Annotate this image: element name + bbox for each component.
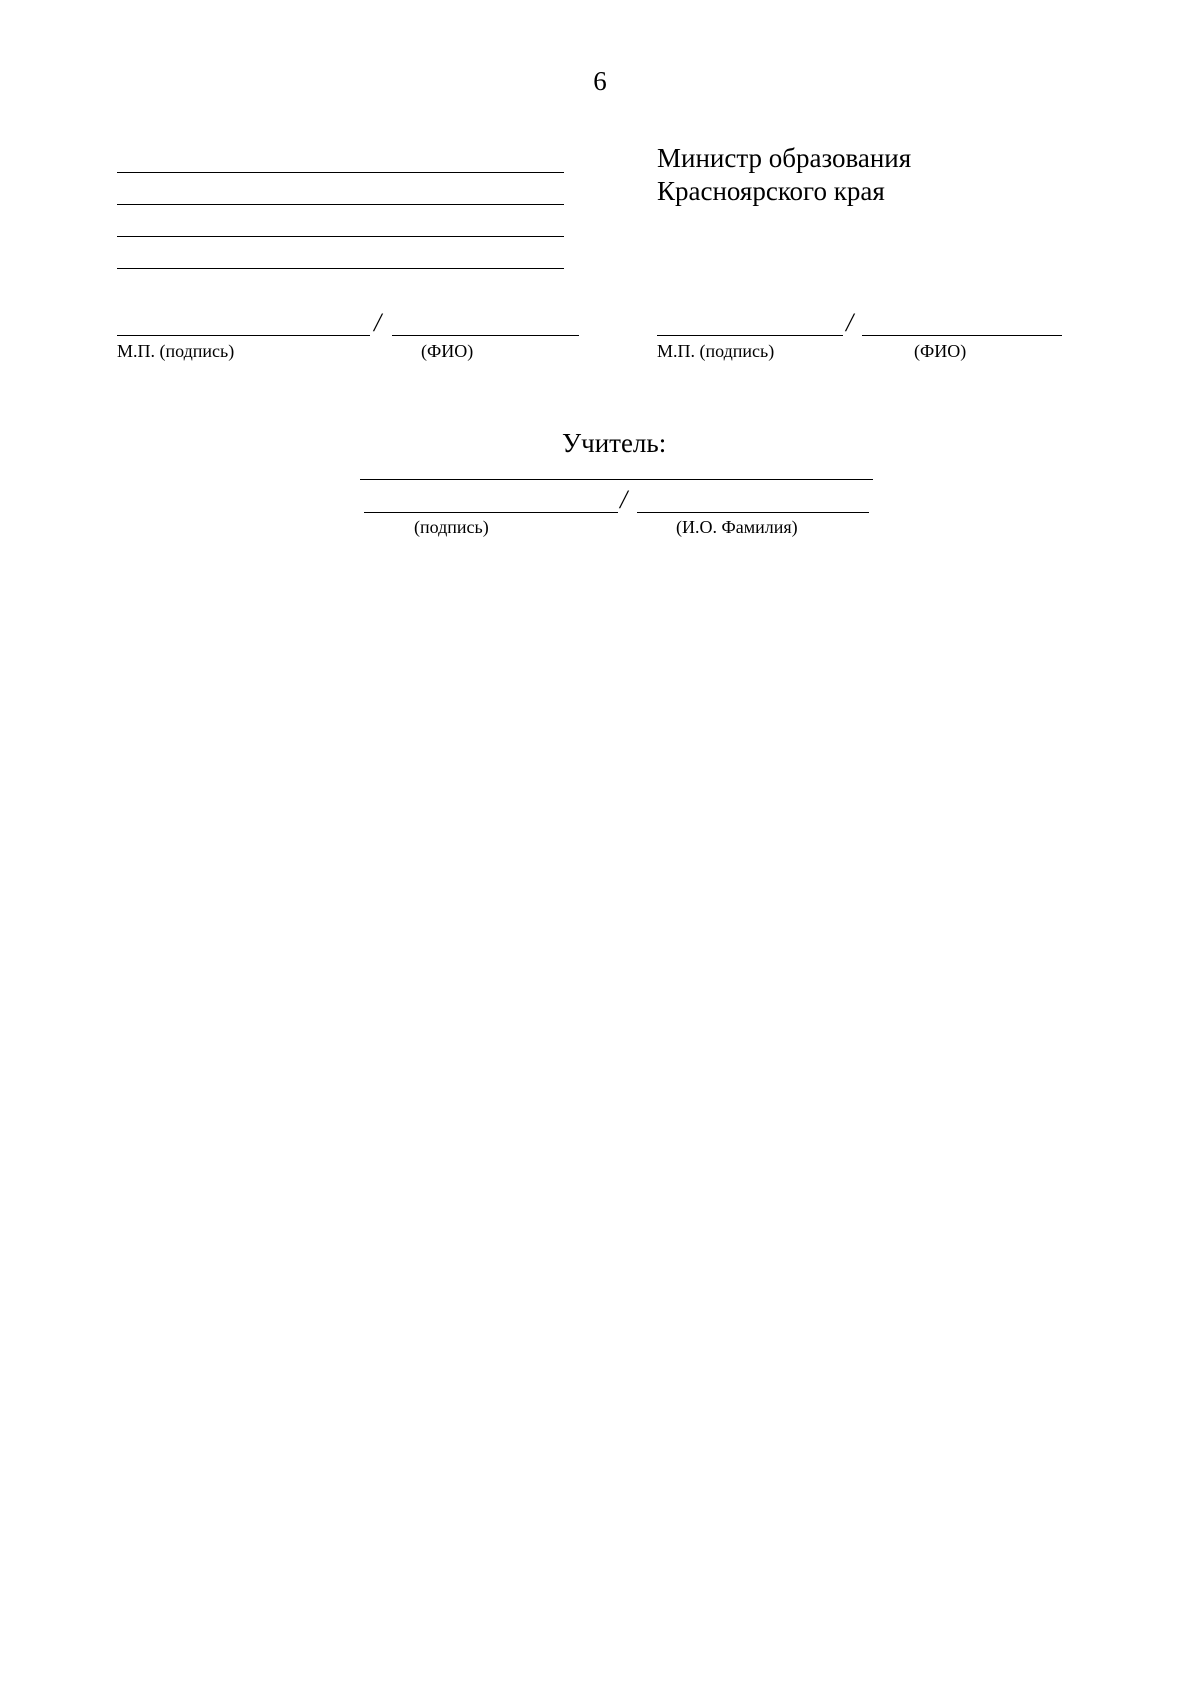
page-number: 6 (593, 66, 607, 96)
teacher-signature-line[interactable] (364, 512, 618, 513)
right-separator: / (846, 308, 854, 337)
left-name-caption: (ФИО) (421, 341, 474, 361)
left-sign-caption: М.П. (подпись) (117, 341, 235, 361)
minister-title-line-1: Министр образования (657, 143, 912, 173)
teacher-separator: / (620, 485, 628, 514)
left-org-line-4[interactable] (117, 268, 564, 269)
teacher-top-line[interactable] (360, 479, 873, 480)
teacher-name-caption: (И.О. Фамилия) (676, 517, 798, 537)
teacher-sign-caption: (подпись) (414, 517, 489, 537)
right-name-line[interactable] (862, 335, 1062, 336)
minister-title-line-2: Красноярского края (657, 176, 885, 206)
teacher-name-line[interactable] (637, 512, 869, 513)
left-org-line-2[interactable] (117, 204, 564, 205)
left-signature-line[interactable] (117, 335, 370, 336)
left-separator: / (374, 308, 382, 337)
left-name-line[interactable] (392, 335, 579, 336)
teacher-title: Учитель: (562, 428, 667, 458)
right-signature-line[interactable] (657, 335, 843, 336)
left-org-line-3[interactable] (117, 236, 564, 237)
right-name-caption: (ФИО) (914, 341, 967, 361)
right-sign-caption: М.П. (подпись) (657, 341, 775, 361)
left-org-line-1[interactable] (117, 172, 564, 173)
